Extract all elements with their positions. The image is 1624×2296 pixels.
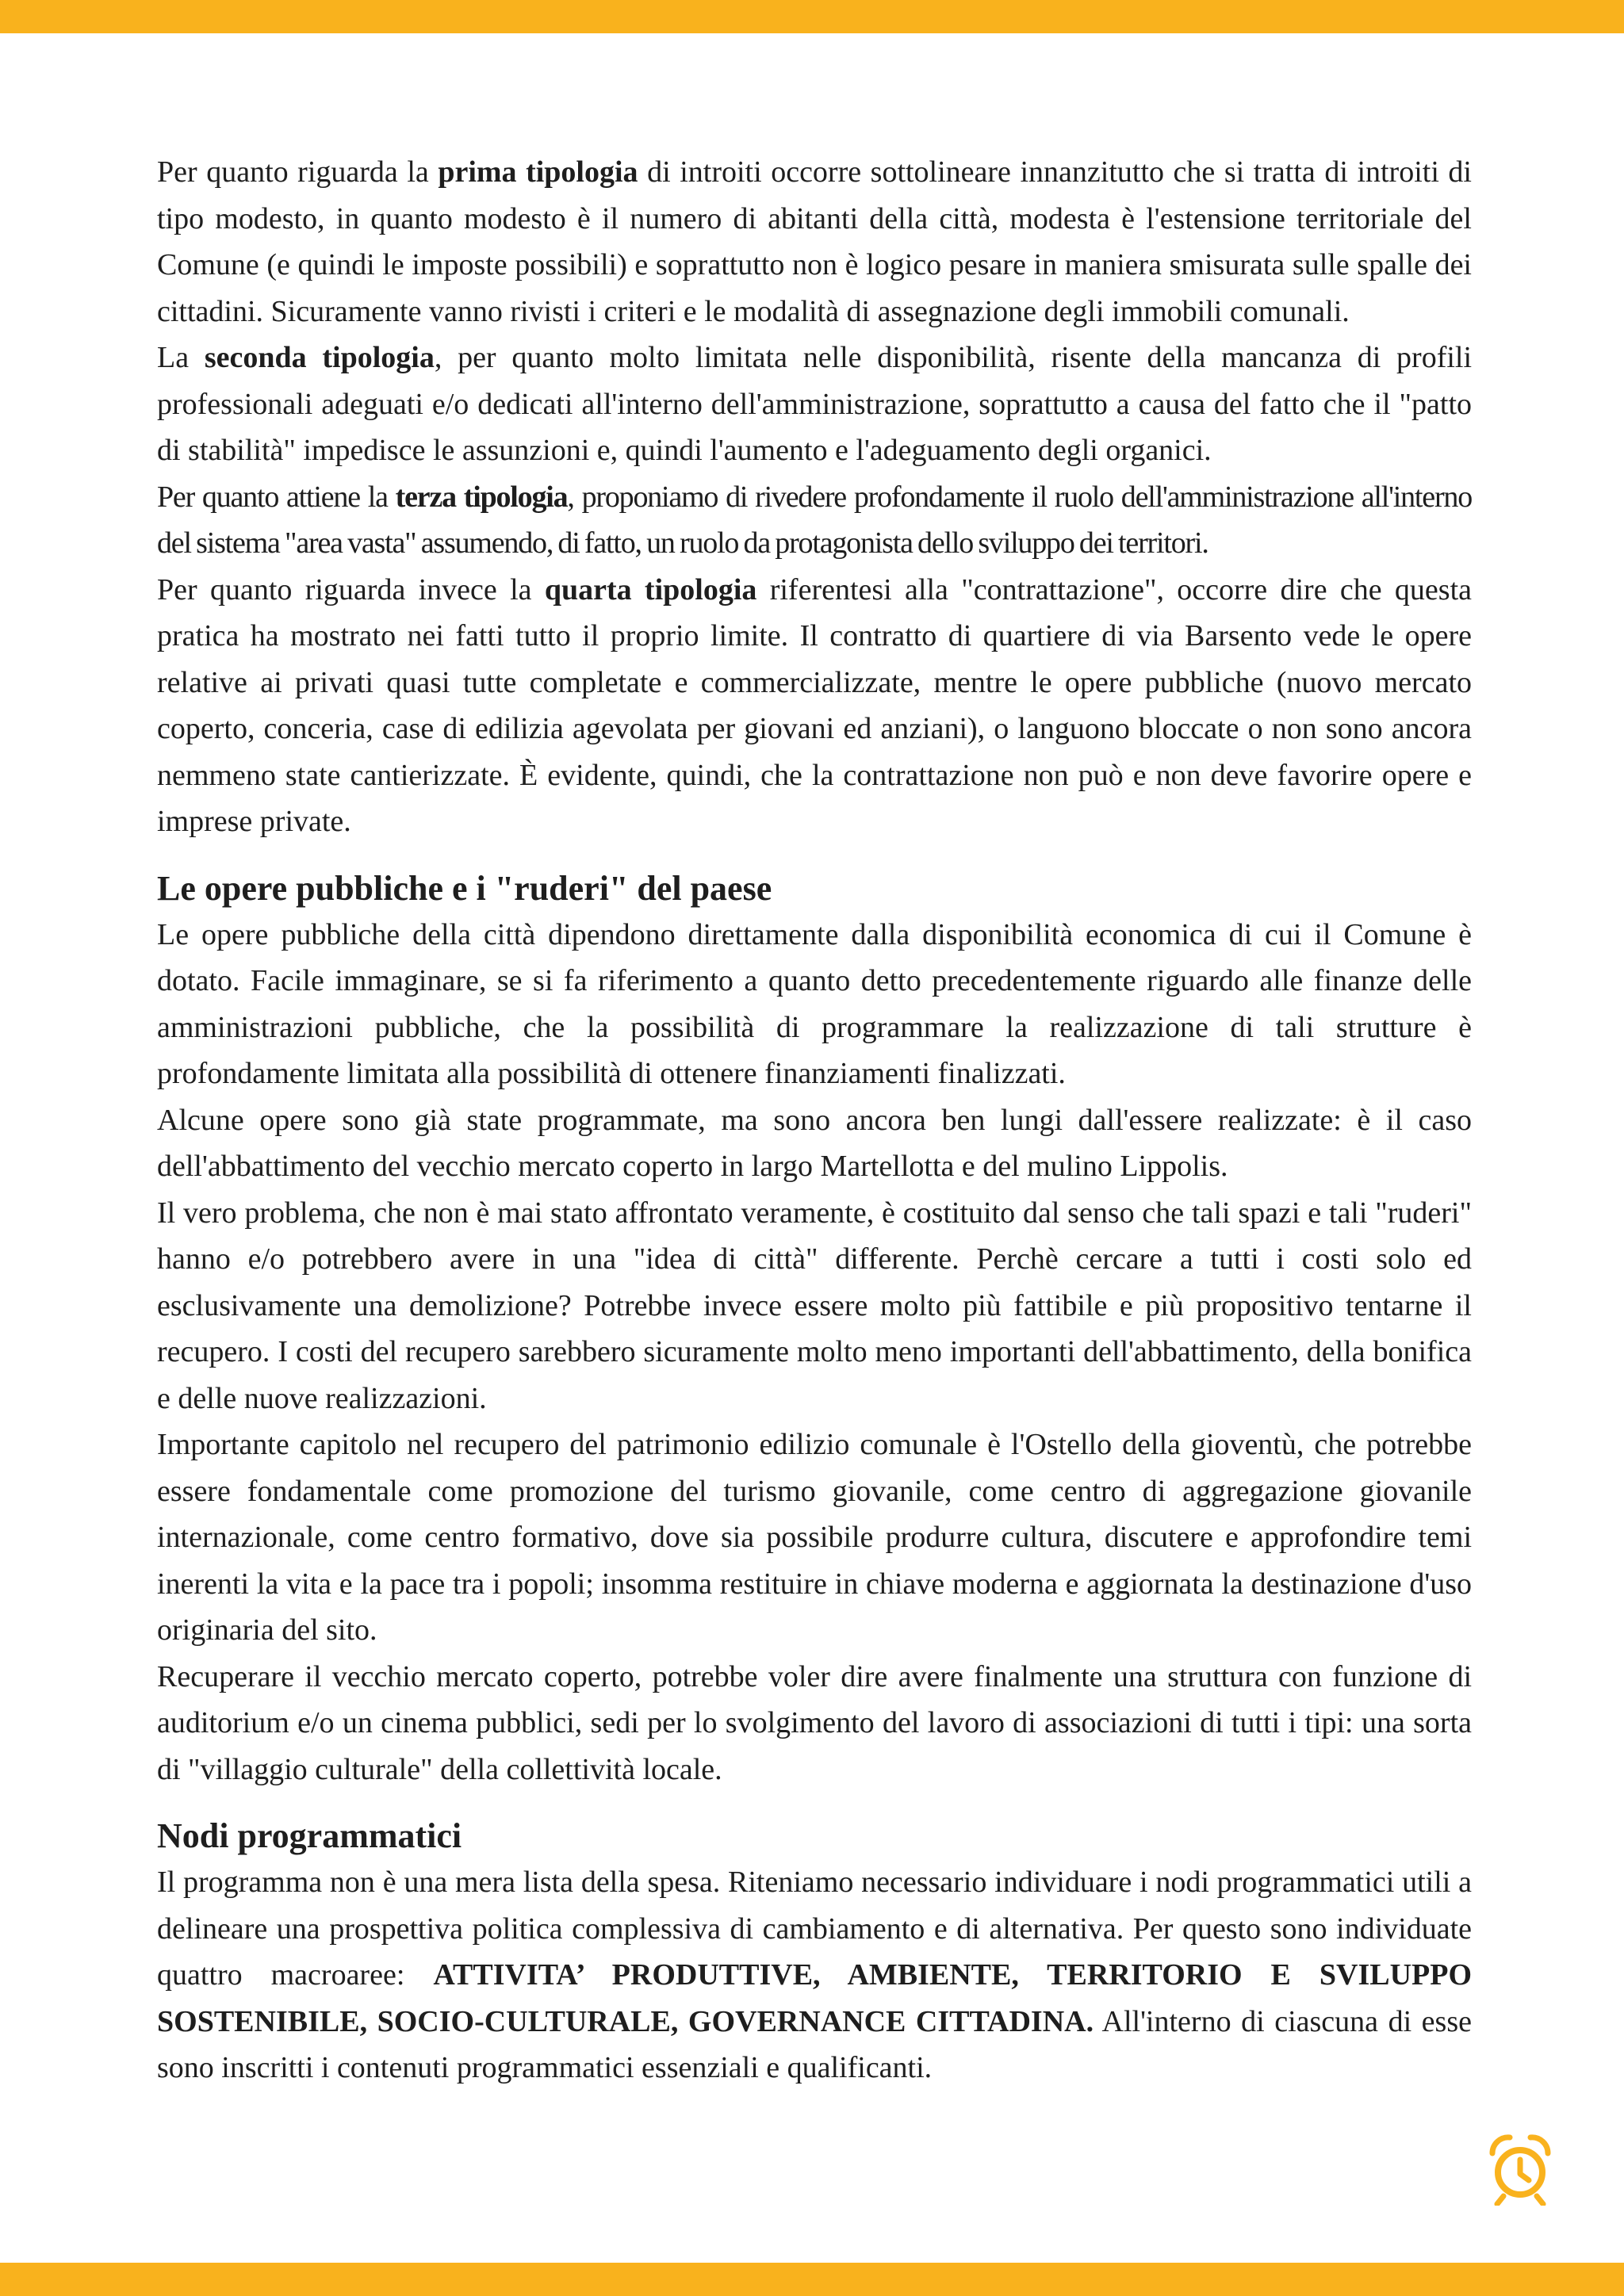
alarm-clock-icon (1488, 2133, 1553, 2206)
paragraph: Le opere pubbliche della città dipendono direttamente dalla disponibilità economica di cui il Comune è dotato. Facile immaginare, se si fa riferimento a quanto detto precedentemente riguardo alle finanze delle amministrazioni pubbliche, che la possibilità di programmare la realizzazione di tali strutture è profondamente limitata alla possibilità di ottenere finanziamenti finalizzati. (157, 917, 1472, 1090)
paragraph: Alcune opere sono già state programmate, ma sono ancora ben lungi dall'essere realizzate: è il caso dell'abbattimento del vecchio mercato coperto in largo Martellotta e del mulino Lippolis. (157, 1103, 1472, 1183)
paragraph-prima-tipologia: Per quanto riguarda la prima tipologia di introiti occorre sottolineare innanzitutto che si tratta di introiti di tipo modesto, in quanto modesto è il numero di abitanti della città, modesta è l'estensione territoriale del Comune (e quindi le imposte possibili) e soprattutto non è logico pesare in maniera smisurata sulle spalle dei cittadini. Sicuramente vanno rivisti i criteri e le modalità di assegnazione degli immobili comunali. (157, 155, 1472, 328)
section-heading-opere-pubbliche: Le opere pubbliche e i "ruderi" del paese (157, 868, 772, 908)
bottom-accent-bar (0, 2263, 1624, 2296)
paragraph: Importante capitolo nel recupero del patrimonio edilizio comunale è l'Ostello della gioventù, che potrebbe essere fondamentale come promozione del turismo giovanile, come centro di aggregazione giovanile internazionale, come centro formativo, dove sia possibile produrre cultura, discutere e approfondire temi inerenti la vita e la pace tra i popoli; insomma restituire in chiave moderna e aggiornata la destinazione d'uso originaria del sito. (157, 1428, 1472, 1647)
bold-term: quarta tipologia (544, 572, 757, 607)
paragraph-nodi: Il programma non è una mera lista della spesa. Riteniamo necessario individuare i nodi programmatici utili a delineare una prospettiva politica complessiva di cambiamento e di alternativa. Per questo sono individuate quattro macroaree: ATTIVITA’ PRODUTTIVE, AMBIENTE, TERRITORIO E SVILUPPO SOSTENIBILE, SOCIO-CULTURALE, GOVERNANCE CITTADINA. All'interno di ciascuna di esse sono inscritti i contenuti programmatici essenziali e qualificanti. (157, 1866, 1472, 2084)
bold-macroaree: ATTIVITA’ PRODUTTIVE, AMBIENTE, TERRITORIO E SVILUPPO SOSTENIBILE, SOCIO-CULTURALE, GOVERNANCE CITTADINA. (157, 1958, 1472, 2038)
bold-term: terza tipologia (395, 480, 568, 514)
paragraph: Il vero problema, che non è mai stato affrontato veramente, è costituito dal senso che tali spazi e tali "ruderi" hanno e/o potrebbero avere in una "idea di città" differente. Perchè cercare a tutti i costi solo ed esclusivamente una demolizione? Potrebbe invece essere molto più fattibile e più propositivo tentarne il recupero. I costi del recupero sarebbero sicuramente molto meno importanti dell'abbattimento, della bonifica e delle nuove realizzazioni. (157, 1196, 1472, 1415)
top-accent-bar (0, 0, 1624, 33)
paragraph-terza-tipologia: Per quanto attiene la terza tipologia, proponiamo di rivedere profondamente il ruolo dell'amministrazione all'interno del sistema "area vasta" assumendo, di fatto, un ruolo da protagonista dello sviluppo dei territori. (157, 480, 1472, 560)
paragraph-seconda-tipologia: La seconda tipologia, per quanto molto limitata nelle disponibilità, risente della mancanza di profili professionali adeguati e/o dedicati all'interno dell'amministrazione, soprattutto a causa del fatto che il "patto di stabilità" impedisce le assunzioni e, quindi l'aumento e l'adeguamento degli organici. (157, 341, 1473, 467)
bold-term: prima tipologia (438, 155, 638, 189)
document-body (157, 149, 1472, 2091)
bold-term: seconda tipologia (204, 341, 435, 374)
paragraph-quarta-tipologia: Per quanto riguarda invece la quarta tipologia riferentesi alla "contrattazione", occorre dire che questa pratica ha mostrato nei fatti tutto il proprio limite. Il contratto di quartiere di via Barsento vede le opere relative ai privati quasi tutte completate e commercializzate, mentre le opere pubbliche (nuovo mercato coperto, conceria, case di edilizia agevolata per giovani ed anziani), o languono bloccate o non sono ancora nemmeno state cantierizzate. È evidente, quindi, che la contrattazione non può e non deve favorire opere e imprese private. (157, 572, 1473, 838)
section-heading-nodi-programmatici: Nodi programmatici (157, 1816, 462, 1855)
paragraph: Recuperare il vecchio mercato coperto, potrebbe voler dire avere finalmente una struttura con funzione di auditorium e/o un cinema pubblici, sedi per lo svolgimento del lavoro di associazioni di tutti i tipi: una sorta di "villaggio culturale" della collettività locale. (157, 1659, 1472, 1786)
